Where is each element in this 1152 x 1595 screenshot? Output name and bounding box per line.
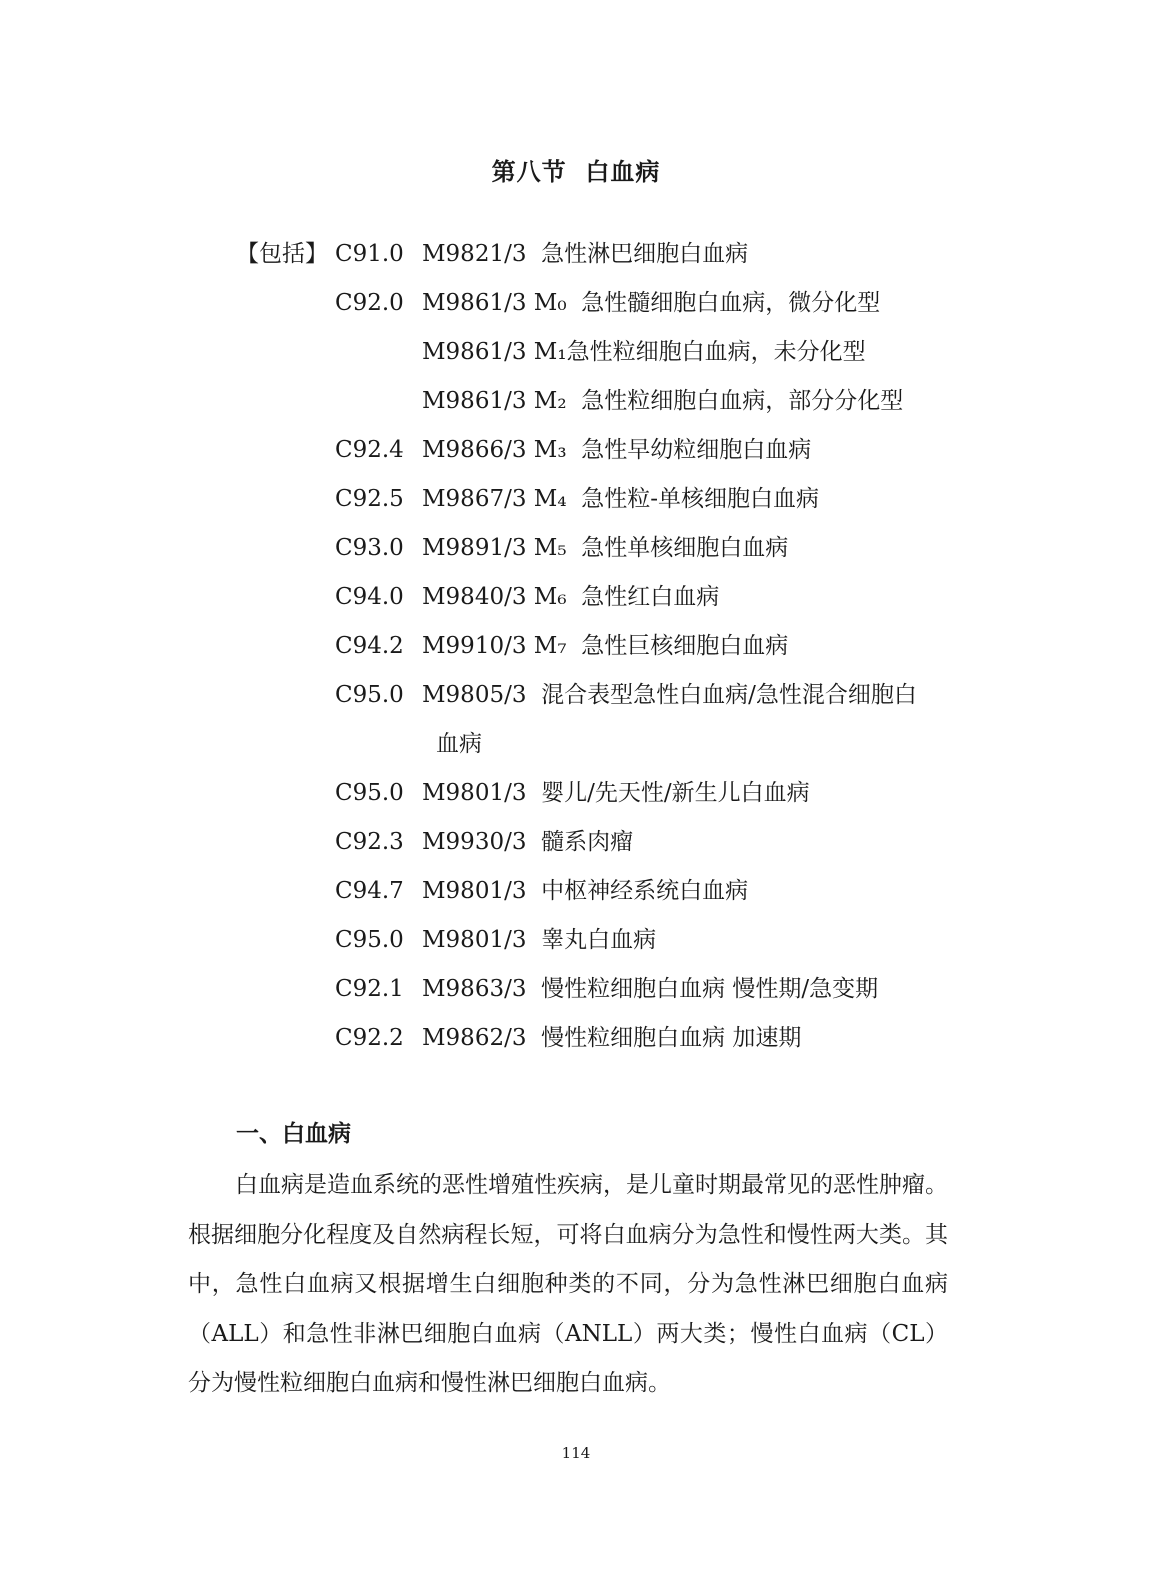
diagnosis-description: 慢性粒细胞白血病 加速期	[541, 1025, 802, 1051]
list-item	[0, 383, 1152, 432]
list-item	[0, 922, 1152, 971]
list-item	[0, 579, 1152, 628]
diagnosis-description: 急性巨核细胞白血病	[581, 633, 789, 659]
list-item	[0, 432, 1152, 481]
body-paragraph: 白血病是造血系统的恶性增殖性疾病，是儿童时期最常见的恶性肿瘤。根据细胞分化程度及自然病程长短，可将白血病分为急性和慢性两大类。其中，急性白血病又根据增生白细胞种类的不同，分为急性淋巴细胞白血病（ALL）和急性非淋巴细胞白血病（ANLL）两大类；慢性白血病（CL）分为慢性粒细胞白血病和慢性淋巴细胞白血病。	[188, 1172, 948, 1396]
icd-code: C92.2	[335, 1025, 404, 1051]
entry-text	[422, 432, 811, 468]
entry-text	[422, 971, 878, 1007]
diagnosis-description: 混合表型急性白血病/急性混合细胞白	[541, 682, 917, 708]
diagnosis-description: 急性早幼粒细胞白血病	[581, 437, 812, 463]
list-item	[0, 824, 1152, 873]
icd-code: C92.1	[335, 976, 404, 1002]
icd-code: C94.0	[335, 584, 404, 610]
entry-text	[422, 383, 903, 419]
diagnosis-description: 慢性粒细胞白血病 慢性期/急变期	[541, 976, 879, 1002]
list-item	[0, 481, 1152, 530]
icd-code: C95.0	[335, 927, 404, 953]
entry-text	[422, 236, 748, 272]
entry-text	[422, 1020, 801, 1056]
diagnosis-description: 急性粒细胞白血病，部分分化型	[581, 388, 904, 414]
diagnosis-description: 睾丸白血病	[541, 927, 657, 953]
morphology-code: M9801/3	[422, 878, 527, 904]
morphology-code: M9801/3	[422, 927, 527, 953]
list-item	[0, 628, 1152, 677]
list-item	[0, 677, 1152, 726]
entry-text	[422, 775, 810, 811]
list-item-continuation	[0, 726, 1152, 775]
diagnosis-description: 急性粒细胞白血病，未分化型	[566, 339, 866, 365]
icd-code: C93.0	[335, 535, 404, 561]
list-item	[0, 285, 1152, 334]
entry-text	[422, 824, 633, 860]
icd-code: C92.4	[335, 437, 404, 463]
morphology-code: M9805/3	[422, 682, 527, 708]
morphology-code: M9863/3	[422, 976, 527, 1002]
list-item	[0, 236, 1152, 285]
diagnosis-description: 急性粒-单核细胞白血病	[581, 486, 819, 512]
diagnosis-description: 中枢神经系统白血病	[541, 878, 749, 904]
morphology-code: M9930/3	[422, 829, 527, 855]
icd-code: C95.0	[335, 682, 404, 708]
morphology-code: M9861/3 M₀	[422, 290, 567, 316]
diagnosis-description: 急性单核细胞白血病	[581, 535, 789, 561]
icd-code: C94.2	[335, 633, 404, 659]
entry-text	[422, 285, 880, 321]
entry-text	[422, 873, 748, 909]
list-item	[0, 873, 1152, 922]
diagnosis-description: 急性髓细胞白血病，微分化型	[581, 290, 881, 316]
inclusion-label: 【包括】	[236, 241, 328, 267]
section-title: 第八节 白血病	[491, 158, 661, 186]
morphology-code: M9861/3 M₂	[422, 388, 567, 414]
morphology-code: M9867/3 M₄	[422, 486, 567, 512]
icd-code: C92.0	[335, 290, 404, 316]
morphology-code: M9862/3	[422, 1025, 527, 1051]
morphology-code: M9891/3 M₅	[422, 535, 567, 561]
icd-code: C91.0	[335, 241, 404, 267]
list-item	[0, 775, 1152, 824]
page-number: 114	[561, 1444, 591, 1462]
list-item	[0, 530, 1152, 579]
subsection-heading: 一、白血病	[236, 1121, 351, 1147]
diagnosis-description: 急性淋巴细胞白血病	[541, 241, 749, 267]
morphology-code: M9840/3 M₆	[422, 584, 567, 610]
diagnosis-description: 急性红白血病	[581, 584, 720, 610]
diagnosis-description-continued: 血病	[436, 731, 482, 757]
morphology-code: M9910/3 M₇	[422, 633, 567, 659]
morphology-code: M9866/3 M₃	[422, 437, 567, 463]
inclusion-list	[0, 236, 1152, 1069]
list-item	[0, 334, 1152, 383]
list-item	[0, 1020, 1152, 1069]
morphology-code: M9821/3	[422, 241, 527, 267]
entry-text	[422, 677, 917, 713]
entry-text	[422, 579, 719, 615]
entry-text	[422, 530, 788, 566]
icd-code: C92.3	[335, 829, 404, 855]
icd-code: C94.7	[335, 878, 404, 904]
list-item	[0, 971, 1152, 1020]
morphology-code: M9801/3	[422, 780, 527, 806]
entry-text	[422, 481, 819, 517]
entry-text	[422, 922, 656, 958]
diagnosis-description: 髓系肉瘤	[541, 829, 634, 855]
morphology-code: M9861/3 M₁	[422, 339, 567, 365]
icd-code: C95.0	[335, 780, 404, 806]
entry-text	[422, 628, 788, 664]
icd-code: C92.5	[335, 486, 404, 512]
entry-text	[422, 334, 866, 370]
diagnosis-description: 婴儿/先天性/新生儿白血病	[541, 780, 810, 806]
